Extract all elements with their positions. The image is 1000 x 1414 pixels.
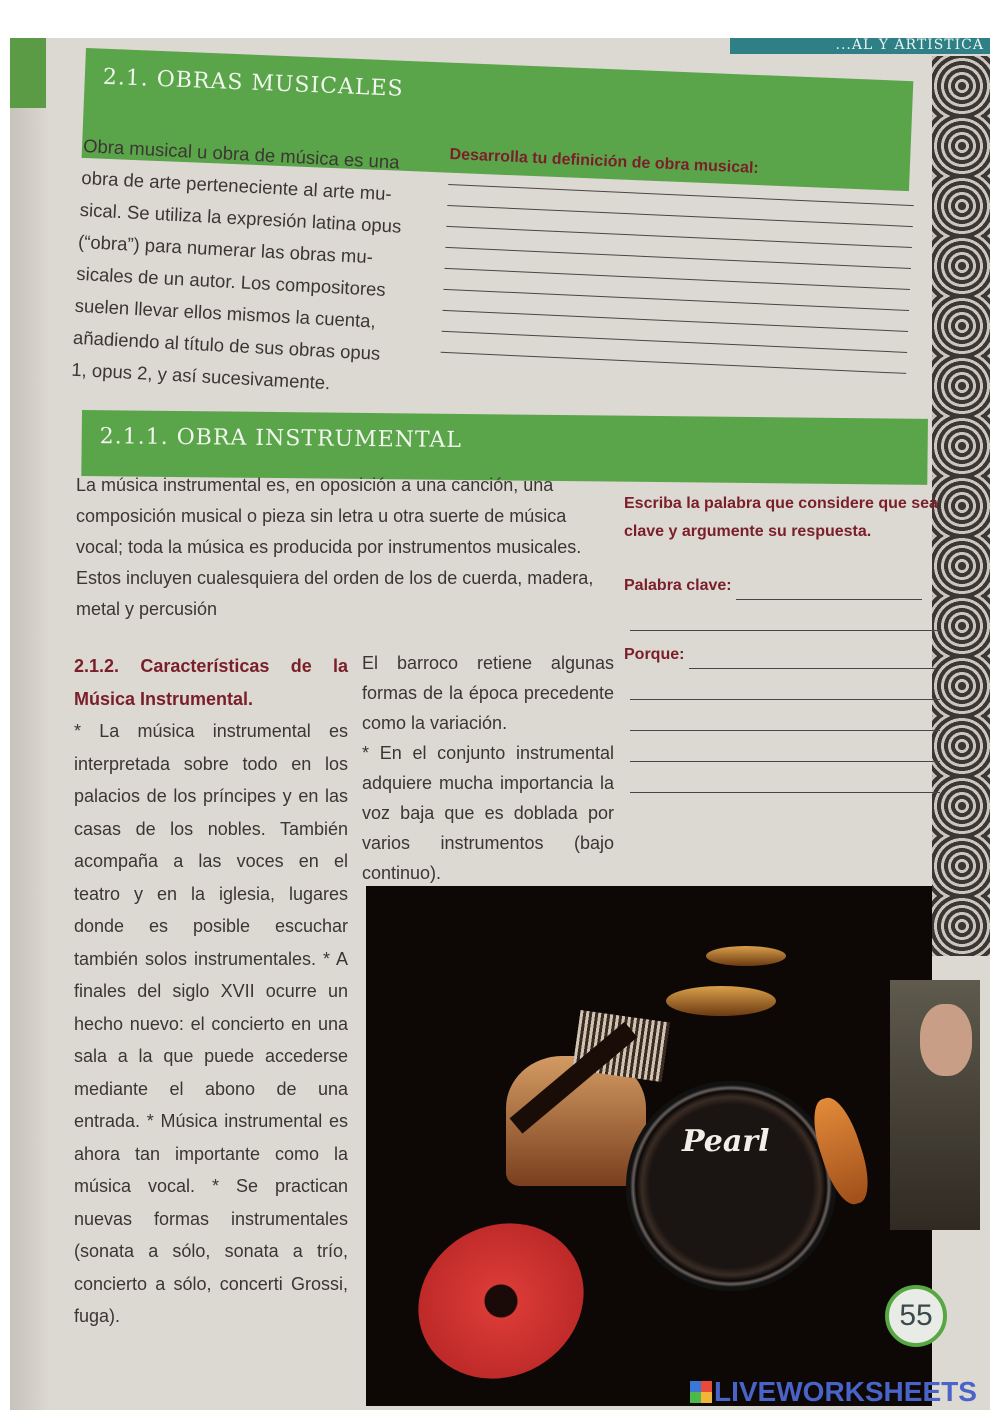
reason-row xyxy=(624,641,954,669)
left-green-strip xyxy=(10,38,46,108)
reason-input[interactable] xyxy=(689,668,935,669)
characteristics-column xyxy=(74,650,348,1333)
intro-line: sical. Se utiliza la expresión latina opus xyxy=(79,198,402,237)
portrait-illustration xyxy=(890,980,980,1230)
bass-drum xyxy=(626,1081,836,1291)
intro-line: Obra musical u obra de música es una xyxy=(82,134,401,173)
keyword-prompt: Escriba la palabra que considere que sea clave y argumente su respuesta. xyxy=(624,495,938,540)
keyword-input[interactable] xyxy=(736,599,922,600)
definition-prompt: Desarrolla tu definición de obra musical: xyxy=(449,146,760,178)
intro-line: sicales de un autor. Los compositores xyxy=(75,262,387,300)
red-guitar xyxy=(390,1194,612,1409)
page-number: 55 xyxy=(885,1285,947,1347)
intro-line: obra de arte perteneciente al arte mu- xyxy=(80,166,393,205)
characteristics-text: * La música instrumental es interpretada sobre todo en los palacios de los príncipes y en las casas de los nobles. También acompaña a las voces en el teatro y en la iglesia, lugares donde es posible escuchar también solos instrumentales. * A finales del siglo XVII ocurre un hecho nuevo: el concierto en una sala a la que puede accederse mediante el abono de una entrada. * Música instrumental es ahora tan importante como la música vocal. * Se practican nuevas formas instrumentales (sonata a sólo, sonata a trío, concierto a sólo, concerti Grossi, fuga). xyxy=(74,721,348,1326)
baroque-column xyxy=(362,648,614,888)
intro-line: (“obra”) para numerar las obras mu- xyxy=(77,230,374,268)
section-title: 2.1. OBRAS MUSICALES xyxy=(102,64,405,102)
definition-answer-area[interactable] xyxy=(441,184,918,374)
baroque-text-1: El barroco retiene algunas formas de la época precedente como la variación. xyxy=(362,653,614,733)
reason-line[interactable] xyxy=(630,730,940,731)
reason-line[interactable] xyxy=(630,699,940,700)
section-title: 2.1.1. OBRA INSTRUMENTAL xyxy=(99,424,463,453)
answer-line[interactable] xyxy=(447,205,913,227)
answer-line[interactable] xyxy=(441,352,907,374)
section-band-text: ...AL Y ARTISTICA xyxy=(835,38,984,53)
keyword-extra-line[interactable] xyxy=(630,630,940,631)
answer-line[interactable] xyxy=(442,331,908,353)
liveworksheets-icon xyxy=(690,1381,712,1403)
characteristics-heading: 2.1.2. Características de la Música Instrumental. xyxy=(74,656,348,709)
cymbal xyxy=(706,946,786,966)
intro-line: añadiendo al título de sus obras opus xyxy=(72,326,381,364)
baroque-text-2: * En el conjunto instrumental adquiere mucha importancia la voz baja que es doblada por varios instrumentos (bajo continuo). xyxy=(362,743,614,883)
portrait-face xyxy=(920,1004,972,1076)
reason-line[interactable] xyxy=(630,761,940,762)
reason-label: Porque: xyxy=(624,646,685,663)
answer-line[interactable] xyxy=(443,289,909,311)
page-gutter-shadow xyxy=(10,38,50,1410)
cymbal xyxy=(666,986,776,1016)
drum-brand-logo: Pearl xyxy=(682,1124,770,1159)
intro-line: 1, opus 2, y así sucesivamente. xyxy=(70,358,331,394)
instruments-photo xyxy=(366,886,932,1406)
instrumental-paragraph: La música instrumental es, en oposición a una canción, una composición musical o pieza sin letra u otra suerte de música vocal; toda la música es producida por instrumentos musicales. Estos incluyen cualesquiera del orden de los de cuerda, madera, metal y percusión xyxy=(76,475,594,619)
watermark-text: LIVEWORKSHEETS xyxy=(714,1376,977,1407)
answer-line[interactable] xyxy=(443,310,909,332)
intro-paragraph xyxy=(71,130,434,404)
top-section-band xyxy=(730,38,990,54)
watermark-logo xyxy=(690,1376,977,1408)
answer-line[interactable] xyxy=(446,226,912,248)
keyword-row xyxy=(624,572,954,600)
keyword-activity xyxy=(624,490,954,793)
textbook-page xyxy=(10,38,990,1410)
definition-activity xyxy=(441,146,920,374)
answer-line[interactable] xyxy=(448,184,914,206)
answer-line[interactable] xyxy=(445,247,911,269)
intro-line: suelen llevar ellos mismos la cuenta, xyxy=(74,294,377,332)
reason-line[interactable] xyxy=(630,792,940,793)
keyword-label: Palabra clave: xyxy=(624,577,732,594)
answer-line[interactable] xyxy=(444,268,910,290)
